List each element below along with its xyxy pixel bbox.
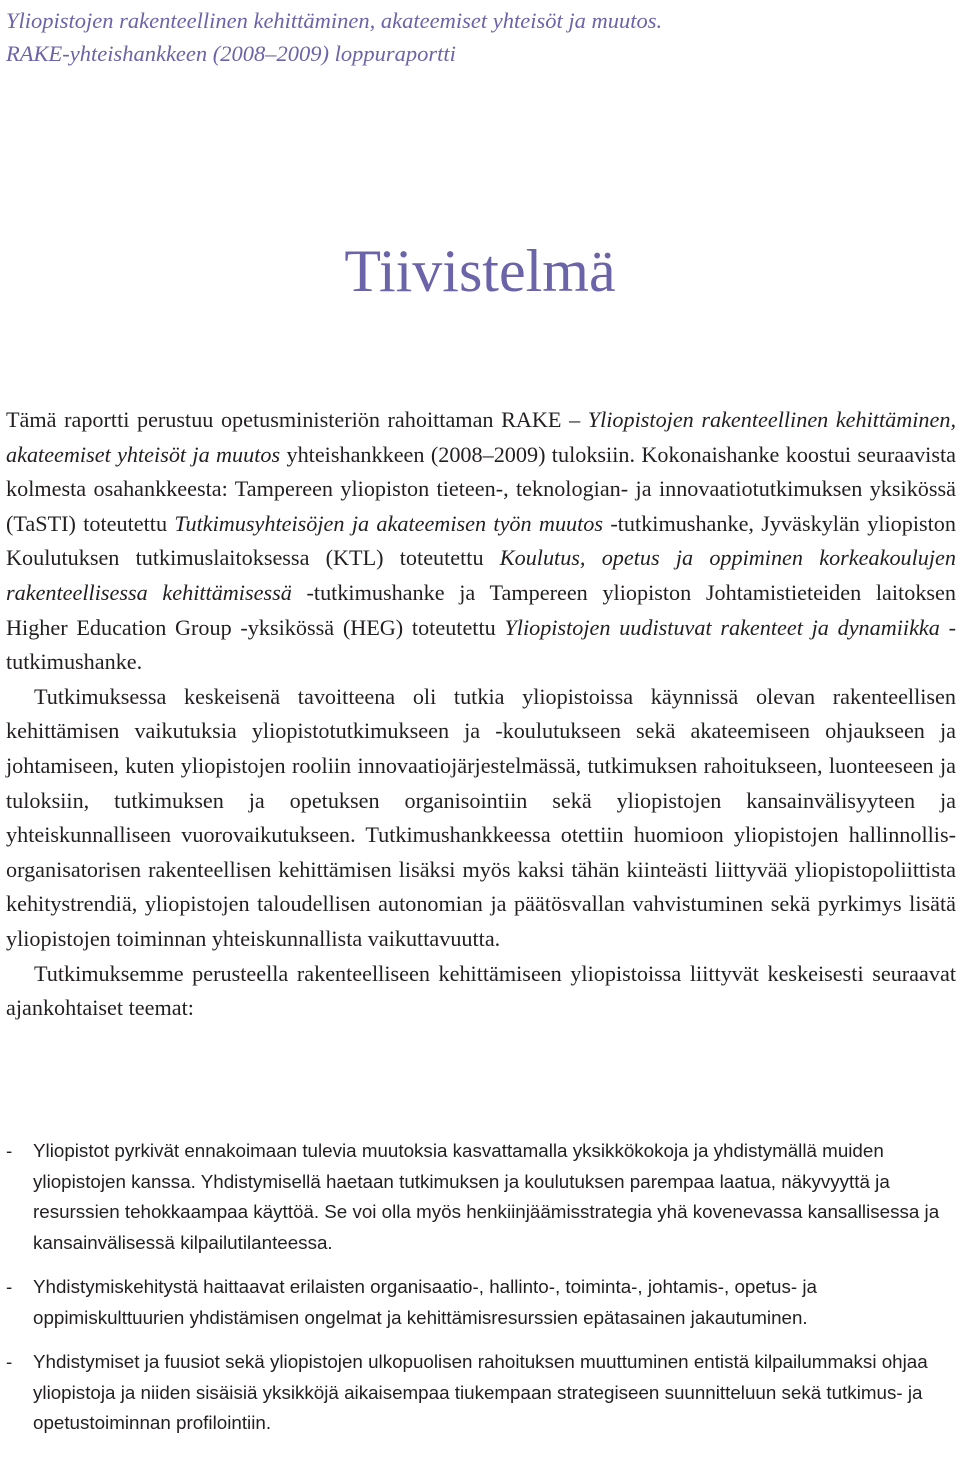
list-item-text: Yliopistot pyrkivät ennakoimaan tulevia muutoksia kasvattamalla yksikkökokoja ja yhdistymällä muiden yliopistojen kanssa. Yhdistymisellä haetaan tutkimuksen ja koulutuksen parempaa laatua, näkyvyyttä ja resurssien tehokkaampaa käyttöä. Se voi olla myös henkiinjäämisstrategia yhä kovenevassa kansallisessa ja kansainvälisessä kilpailutilanteessa. <box>33 1140 940 1253</box>
bullet-dash: - <box>6 1351 13 1372</box>
p1-italic-3: Koulutus, opetus ja oppiminen korkeakoulujen rakenteellisessa kehittämisessä <box>6 545 956 605</box>
running-header <box>6 4 946 70</box>
p1-text-2: yhteishankkeen (2008–2009) tuloksiin. Kokonaishanke koostui seuraavista kolmesta osahankkeesta: Tampereen yliopiston tieteen-, teknologian- ja innovaatiotutkimuksen yksikössä (TaSTI) toteutettu <box>6 441 956 536</box>
list-item-text: Yhdistymiset ja fuusiot sekä yliopistojen ulkopuolisen rahoituksen muuttuminen entistä kilpailummaksi ohjaa yliopistoja ja niiden sisäisiä yksikköjä aikaisempaa tiukempaan strategiseen suunnitteluun sekä tutkimus- ja opetustoiminnan profilointiin. <box>33 1351 928 1433</box>
paragraph-3: Tutkimuksemme perusteella rakenteelliseen kehittämiseen yliopistoissa liittyvät keskeisesti seuraavat ajankohtaiset teemat: <box>6 960 956 1021</box>
p1-text-3: -tutkimushanke, Jyväskylän yliopiston Koulutuksen tutkimuslaitoksessa (KTL) toteutettu <box>6 510 956 571</box>
header-line-1: Yliopistojen rakenteellinen kehittäminen, akateemiset yhteisöt ja muutos. <box>6 8 663 33</box>
summary-body <box>6 403 956 1026</box>
p1-italic-1: Yliopistojen rakenteellinen kehittäminen, akateemiset yhteisöt ja muutos <box>6 407 956 467</box>
p1-text-1: Tämä raportti perustuu opetusministeriön rahoittaman RAKE – <box>6 407 588 432</box>
p1-text-4: -tutkimushanke ja Tampereen yliopiston Johtamistieteiden laitoksen Higher Education Group -yksikössä (HEG) toteutettu <box>6 579 956 640</box>
list-item-text: Yhdistymiskehitystä haittaavat erilaisten organisaatio-, hallinto-, toiminta-, johtamis-, opetus- ja oppimiskulttuurien yhdistämisen ongelmat ja kehittämisresurssien epätasainen jakautuminen. <box>33 1276 817 1328</box>
list-item <box>6 1272 951 1333</box>
list-item <box>6 1347 951 1439</box>
theme-list <box>6 1136 951 1453</box>
bullet-dash: - <box>6 1140 13 1161</box>
paragraph-2: Tutkimuksessa keskeisenä tavoitteena oli tutkia yliopistoissa käynnissä olevan rakenteellisen kehittämisen vaikutuksia yliopistotutkimukseen ja -koulutukseen sekä akateemiseen ohjaukseen ja johtamiseen, kuten yliopistojen rooliin innovaatiojärjestelmässä, tutkimuksen rahoitukseen, luonteeseen ja tuloksiin, tutkimuksen ja opetuksen organisointiin sekä yliopistojen kansainvälisyyteen ja yhteiskunnalliseen vuorovaikutukseen. Tutkimushankkeessa otettiin huomioon yliopistojen hallinnollis-organisatorisen rakenteellisen kehittämisen lisäksi myös kaksi tähän kiinteästi liittyvää yliopistopoliittista kehitystrendiä, yliopistojen taloudellisen autonomian ja päätösvallan vahvistuminen sekä pyrkimys lisätä yliopistojen toiminnan yhteiskunnallista vaikuttavuutta. <box>6 683 956 951</box>
p1-italic-2: Tutkimusyhteisöjen ja akateemisen työn muutos <box>174 510 604 536</box>
list-item <box>6 1136 951 1258</box>
paragraph-1 <box>6 403 956 680</box>
p1-italic-4: Yliopistojen uudistuvat rakenteet ja dynamiikka <box>504 614 940 640</box>
bullet-dash: - <box>6 1276 13 1297</box>
page-title: Tiivistelmä <box>344 238 616 304</box>
p1-text-5: -tutkimushanke. <box>6 614 956 675</box>
header-line-2: RAKE-yhteishankkeen (2008–2009) loppuraportti <box>6 41 456 66</box>
